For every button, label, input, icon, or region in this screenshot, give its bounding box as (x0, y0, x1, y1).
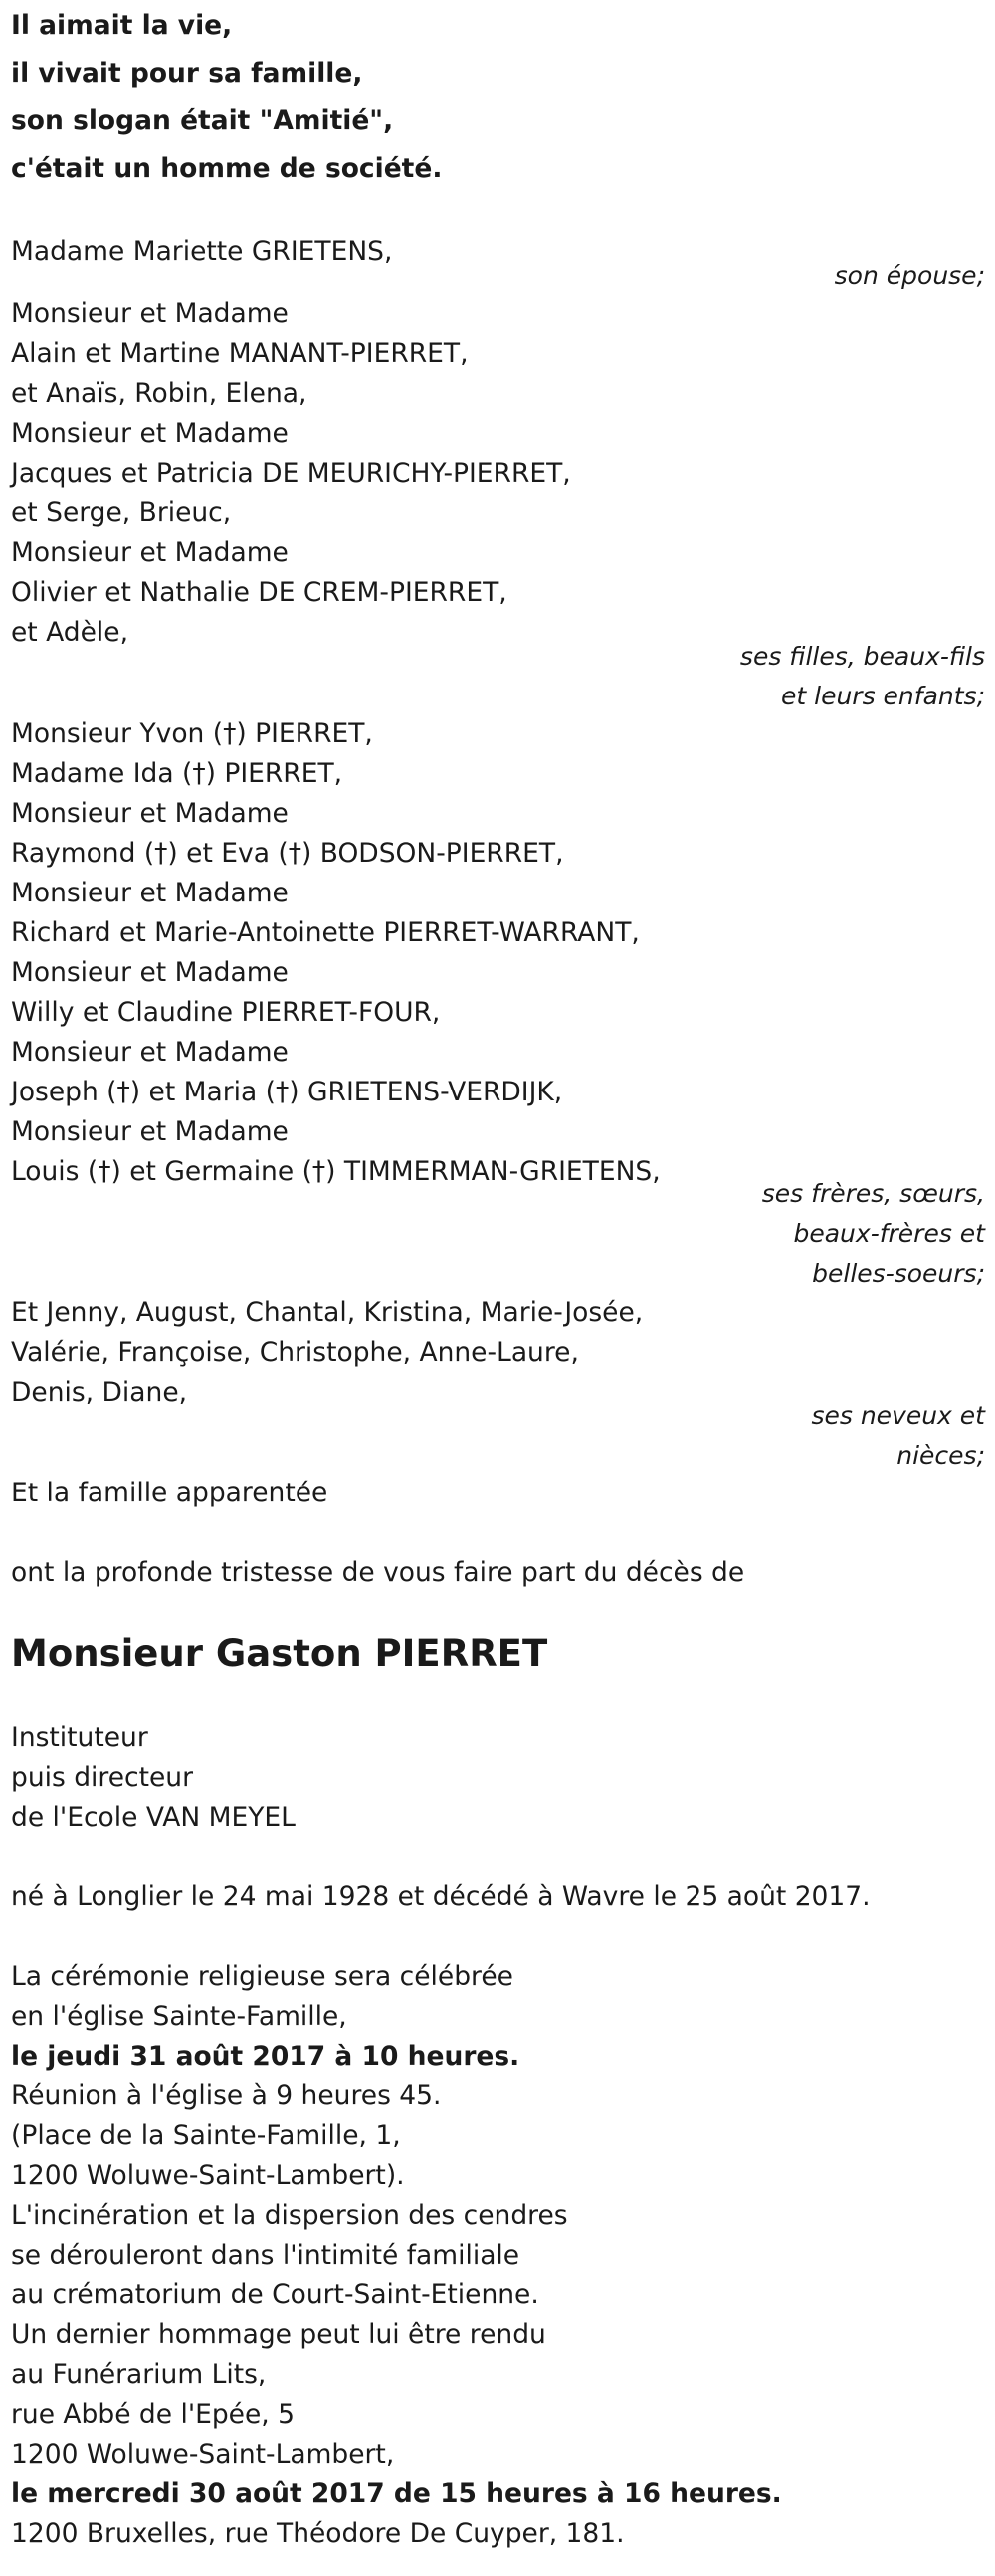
siblings-line: Monsieur et Madame (11, 957, 289, 988)
siblings-line: Monsieur et Madame (11, 878, 289, 908)
nephews-line: Denis, Diane, (11, 1377, 188, 1408)
ceremony-line: le jeudi 31 août 2017 à 10 heures. (11, 2041, 520, 2072)
children-line: et Serge, Brieuc, (11, 497, 232, 528)
profession-line: Instituteur (11, 1722, 148, 1753)
children-line: et Adèle, (11, 617, 128, 648)
children-line: Olivier et Nathalie DE CREM-PIERRET, (11, 577, 507, 608)
deceased-name: Monsieur Gaston PIERRET (11, 1632, 548, 1675)
siblings-line: Joseph (†) et Maria (†) GRIETENS-VERDIJK, (11, 1077, 563, 1107)
siblings-line: Monsieur Yvon (†) PIERRET, (11, 718, 373, 749)
nephews-line: Valérie, Françoise, Christophe, Anne-Laure, (11, 1337, 579, 1368)
birth-death: né à Longlier le 24 mai 1928 et décédé à Wavre le 25 août 2017. (11, 1882, 871, 1912)
ceremony-line: 1200 Bruxelles, rue Théodore De Cuyper, 181. (11, 2518, 625, 2549)
children-role-line: ses filles, beaux-fils (739, 642, 985, 671)
intro-line-2: il vivait pour sa famille, (11, 58, 363, 89)
siblings-line: Raymond (†) et Eva (†) BODSON-PIERRET, (11, 838, 564, 869)
siblings-line: Monsieur et Madame (11, 798, 289, 829)
nephews-role-line: ses neveux et (811, 1401, 985, 1430)
ceremony-line: 1200 Woluwe-Saint-Lambert, (11, 2439, 395, 2470)
ceremony-line: au Funérarium Lits, (11, 2359, 267, 2390)
siblings-role-line: belles-soeurs; (812, 1259, 985, 1288)
children-role-line: et leurs enfants; (781, 682, 985, 710)
ceremony-line: rue Abbé de l'Epée, 5 (11, 2399, 295, 2430)
ceremony-line: se dérouleront dans l'intimité familiale (11, 2240, 520, 2271)
siblings-line: Madame Ida (†) PIERRET, (11, 758, 343, 789)
siblings-line: Richard et Marie-Antoinette PIERRET-WARRANT, (11, 917, 640, 948)
ceremony-line: en l'église Sainte-Famille, (11, 2001, 347, 2032)
siblings-role-line: beaux-frères et (793, 1219, 985, 1248)
children-line: Alain et Martine MANANT-PIERRET, (11, 338, 469, 369)
profession-line: puis directeur (11, 1762, 193, 1793)
intro-line-1: Il aimait la vie, (11, 10, 233, 41)
siblings-line: Monsieur et Madame (11, 1037, 289, 1068)
announcement: ont la profonde tristesse de vous faire part du décès de (11, 1557, 745, 1588)
children-line: Monsieur et Madame (11, 418, 289, 449)
siblings-line: Monsieur et Madame (11, 1116, 289, 1147)
extended-family: Et la famille apparentée (11, 1478, 328, 1508)
ceremony-line: Un dernier hommage peut lui être rendu (11, 2319, 546, 2350)
siblings-role-line: ses frères, sœurs, (761, 1179, 985, 1208)
spouse-role: son épouse; (834, 261, 985, 290)
ceremony-line: La cérémonie religieuse sera célébrée (11, 1961, 513, 1992)
children-line: Jacques et Patricia DE MEURICHY-PIERRET, (11, 458, 571, 489)
siblings-line: Louis (†) et Germaine (†) TIMMERMAN-GRIETENS, (11, 1156, 661, 1187)
profession-line: de l'Ecole VAN MEYEL (11, 1802, 296, 1833)
nephews-role-line: nièces; (896, 1441, 985, 1470)
spouse-name: Madame Mariette GRIETENS, (11, 236, 393, 267)
ceremony-line: Réunion à l'église à 9 heures 45. (11, 2081, 442, 2111)
ceremony-line: L'incinération et la dispersion des cendres (11, 2200, 568, 2231)
children-line: Monsieur et Madame (11, 298, 289, 329)
ceremony-line: 1200 Woluwe-Saint-Lambert). (11, 2160, 405, 2191)
ceremony-line: (Place de la Sainte-Famille, 1, (11, 2120, 401, 2151)
children-line: Monsieur et Madame (11, 537, 289, 568)
ceremony-line: au crématorium de Court-Saint-Etienne. (11, 2279, 539, 2310)
intro-line-4: c'était un homme de société. (11, 153, 443, 184)
ceremony-line: le mercredi 30 août 2017 de 15 heures à 16 heures. (11, 2478, 782, 2509)
siblings-line: Willy et Claudine PIERRET-FOUR, (11, 997, 441, 1028)
nephews-line: Et Jenny, August, Chantal, Kristina, Marie-Josée, (11, 1297, 644, 1328)
children-line: et Anaïs, Robin, Elena, (11, 378, 307, 409)
intro-line-3: son slogan était "Amitié", (11, 105, 394, 136)
